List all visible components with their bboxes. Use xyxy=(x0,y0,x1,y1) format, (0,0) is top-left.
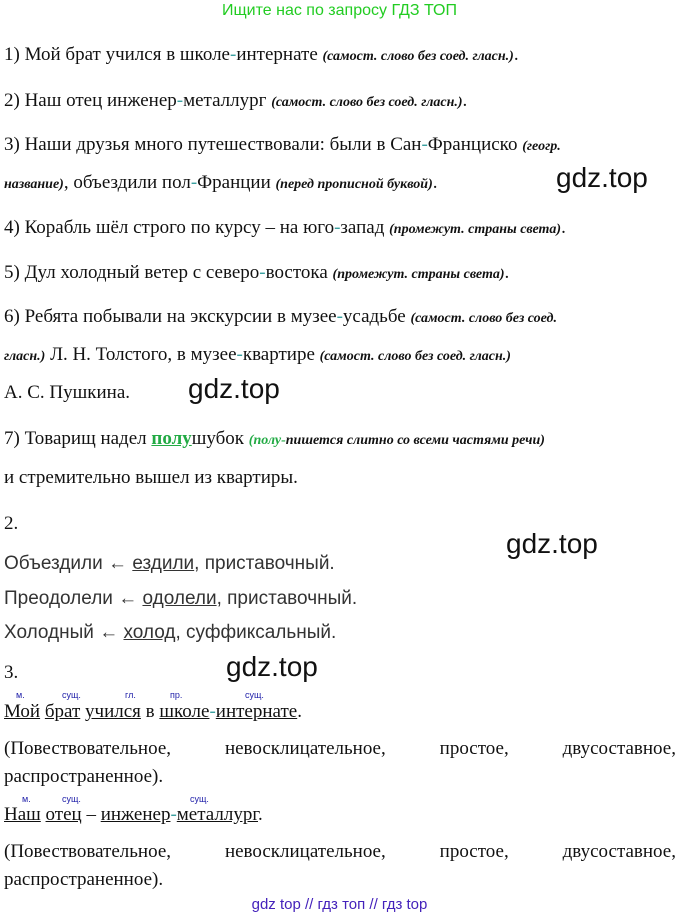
sentence-7a: 7) Товарищ надел полушубок (полу-пишется слитно со всеми частями речи) xyxy=(4,428,545,449)
morph-row-2: Преодолели ← одолели, приставочный. xyxy=(4,588,358,609)
sentence-4: 4) Корабль шёл строго по курсу – на юго-запад (промежут. страны света). xyxy=(4,217,566,238)
sentence-2: 2) Наш отец инженер-металлург (самост. слово без соед. гласн.). xyxy=(4,90,468,111)
watermark: gdz.top xyxy=(226,651,318,682)
sentence-1: 1) Мой брат учился в школе-интернате (самост. слово без соед. гласн.). xyxy=(4,44,519,65)
analysis-description-1: (Повествовательное, невосклицательное, простое, двусоставное, xyxy=(4,738,676,759)
pos-tag: сущ. xyxy=(245,690,264,700)
pos-tag: сущ. xyxy=(62,690,81,700)
sentence-5: 5) Дул холодный ветер с северо-востока (промежут. страны света). xyxy=(4,262,510,283)
watermark: gdz.top xyxy=(506,528,598,559)
header-banner: Ищите нас по запросу ГДЗ ТОП xyxy=(222,2,457,19)
pos-tag: гл. xyxy=(125,690,136,700)
morph-row-3: Холодный ← холод, суффиксальный. xyxy=(4,622,337,643)
analysis-description-1b: распространенное). xyxy=(4,766,164,787)
watermark: gdz.top xyxy=(188,373,280,404)
pos-tag: сущ. xyxy=(62,794,81,804)
watermark: gdz.top xyxy=(556,162,648,193)
analysis-description-2b: распространенное). xyxy=(4,869,164,890)
sentence-6a: 6) Ребята побывали на экскурсии в музее-усадьбе (самост. слово без соед. xyxy=(4,306,557,327)
analysis-sentence-2: Наш отец – инженер-металлург. xyxy=(4,804,263,825)
analysis-sentence-1: Мой брат учился в школе-интернате. xyxy=(4,701,302,722)
morph-row-1: Объездили ← ездили, приставочный. xyxy=(4,553,335,574)
sentence-6c: А. С. Пушкина. xyxy=(4,382,130,403)
footer-links: gdz top // гдз топ // гдз top xyxy=(251,896,428,913)
pos-tag: м. xyxy=(16,690,25,700)
pos-tag: м. xyxy=(22,794,31,804)
sentence-3b: название), объездили пол-Франции (перед прописной буквой). xyxy=(4,172,438,193)
task-3-number: 3. xyxy=(4,662,19,683)
pos-tag: сущ. xyxy=(190,794,209,804)
sentence-7b: и стремительно вышел из квартиры. xyxy=(4,467,298,488)
task-2-number: 2. xyxy=(4,513,19,534)
analysis-description-2: (Повествовательное, невосклицательное, простое, двусоставное, xyxy=(4,841,676,862)
pos-tag: пр. xyxy=(170,690,183,700)
sentence-3a: 3) Наши друзья много путешествовали: были в Сан-Франциско (геогр. xyxy=(4,134,561,155)
sentence-6b: гласн.) Л. Н. Толстого, в музее-квартире (самост. слово без соед. гласн.) xyxy=(4,344,511,365)
